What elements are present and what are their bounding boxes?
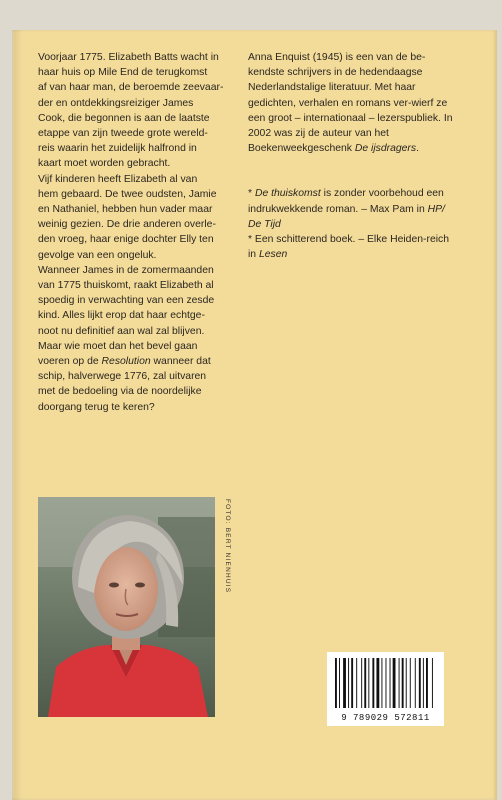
summary-line: en Nathaniel, hebben hun vader maar [38, 204, 213, 216]
summary-line: kind. Alles lijkt erop dat haar echtge- [38, 310, 205, 322]
isbn-barcode [327, 652, 444, 726]
review-quote [248, 232, 453, 262]
summary-line: den vroeg, haar enige dochter Elly ten [38, 234, 214, 246]
summary-line: hem gebaard. De twee oudsten, Jamie [38, 188, 217, 200]
summary-line: Vijf kinderen heeft Elizabeth al van [38, 173, 198, 185]
author-bio-text: Anna Enquist (1945) is een van de be-kendste schrijvers in de hedendaagse Nederlandstalige literatuur. Met haar gedichten, verhalen en romans ver-wierf ze een groot – internationaal – lezerspubliek. In 2002 was zij de auteur van het Boekenweekgeschenk [248, 52, 453, 155]
quote-prefix: * [248, 188, 255, 200]
quote-text: is zonder voorbehoud een indrukwekkende roman. – Max Pam in [248, 188, 444, 215]
summary-line: etappe van zijn tweede grote wereld- [38, 128, 208, 140]
author-photo [38, 497, 215, 717]
summary-line: gevolge van een ongeluk. [38, 249, 157, 261]
summary-line: Wanneer James in de zomermaanden [38, 264, 214, 276]
summary-line: Voorjaar 1775. Elizabeth Batts wacht in [38, 52, 219, 63]
summary-line: voeren op de [38, 356, 102, 368]
summary-line: met de bedoeling via de noordelijke [38, 386, 202, 398]
summary-line: spoedig in verwachting van een zesde [38, 295, 215, 307]
summary-line: van 1775 thuiskomt, raakt Elizabeth al [38, 280, 214, 292]
quote-source: Lesen [258, 249, 288, 261]
summary-line: wanneer dat [150, 356, 211, 368]
summary-line: schip, halverwege 1776, zal uitvaren [38, 371, 207, 383]
author-column [248, 50, 453, 262]
ship-name: Resolution [101, 356, 151, 368]
barcode-bars [327, 652, 444, 712]
summary-line: weinig gezien. De drie anderen overle- [38, 219, 216, 231]
quote-book-title: De thuiskomst [254, 188, 321, 200]
summary-line: doorgang terug te keren? [38, 401, 155, 413]
summary-line: Maar wie moet dan het bevel gaan [38, 340, 198, 352]
photo-credit: FOTO: BERT NIENHUIS [224, 499, 231, 594]
summary-line: kaart moet worden gebracht. [38, 158, 171, 170]
author-bio-end: . [416, 143, 419, 155]
spine-shadow [12, 30, 22, 800]
author-bio [248, 50, 453, 156]
isbn-digits: 9 789029 572811 [341, 713, 430, 723]
summary-line: der en ontdekkingsreiziger James [38, 97, 194, 109]
author-portrait-image [38, 497, 215, 717]
quote-text: * Een schitterend boek. – Elke Heiden-reich in [248, 234, 449, 261]
summary-line: reis waarin het zuidelijk halfrond in [38, 143, 197, 155]
quote-source: HP/ De Tijd [248, 203, 445, 230]
summary-text [38, 50, 235, 415]
author-bio-title: De ijsdragers [354, 143, 417, 155]
summary-line: af van haar man, de beroemde zeevaar- [38, 82, 224, 94]
summary-line: haar huis op Mile End de terugkomst [38, 67, 208, 79]
summary-line: Cook, die begonnen is aan de laatste [38, 112, 210, 124]
summary-line: noot nu definitief aan wal zal blijven. [38, 325, 205, 337]
review-quote [248, 186, 453, 232]
